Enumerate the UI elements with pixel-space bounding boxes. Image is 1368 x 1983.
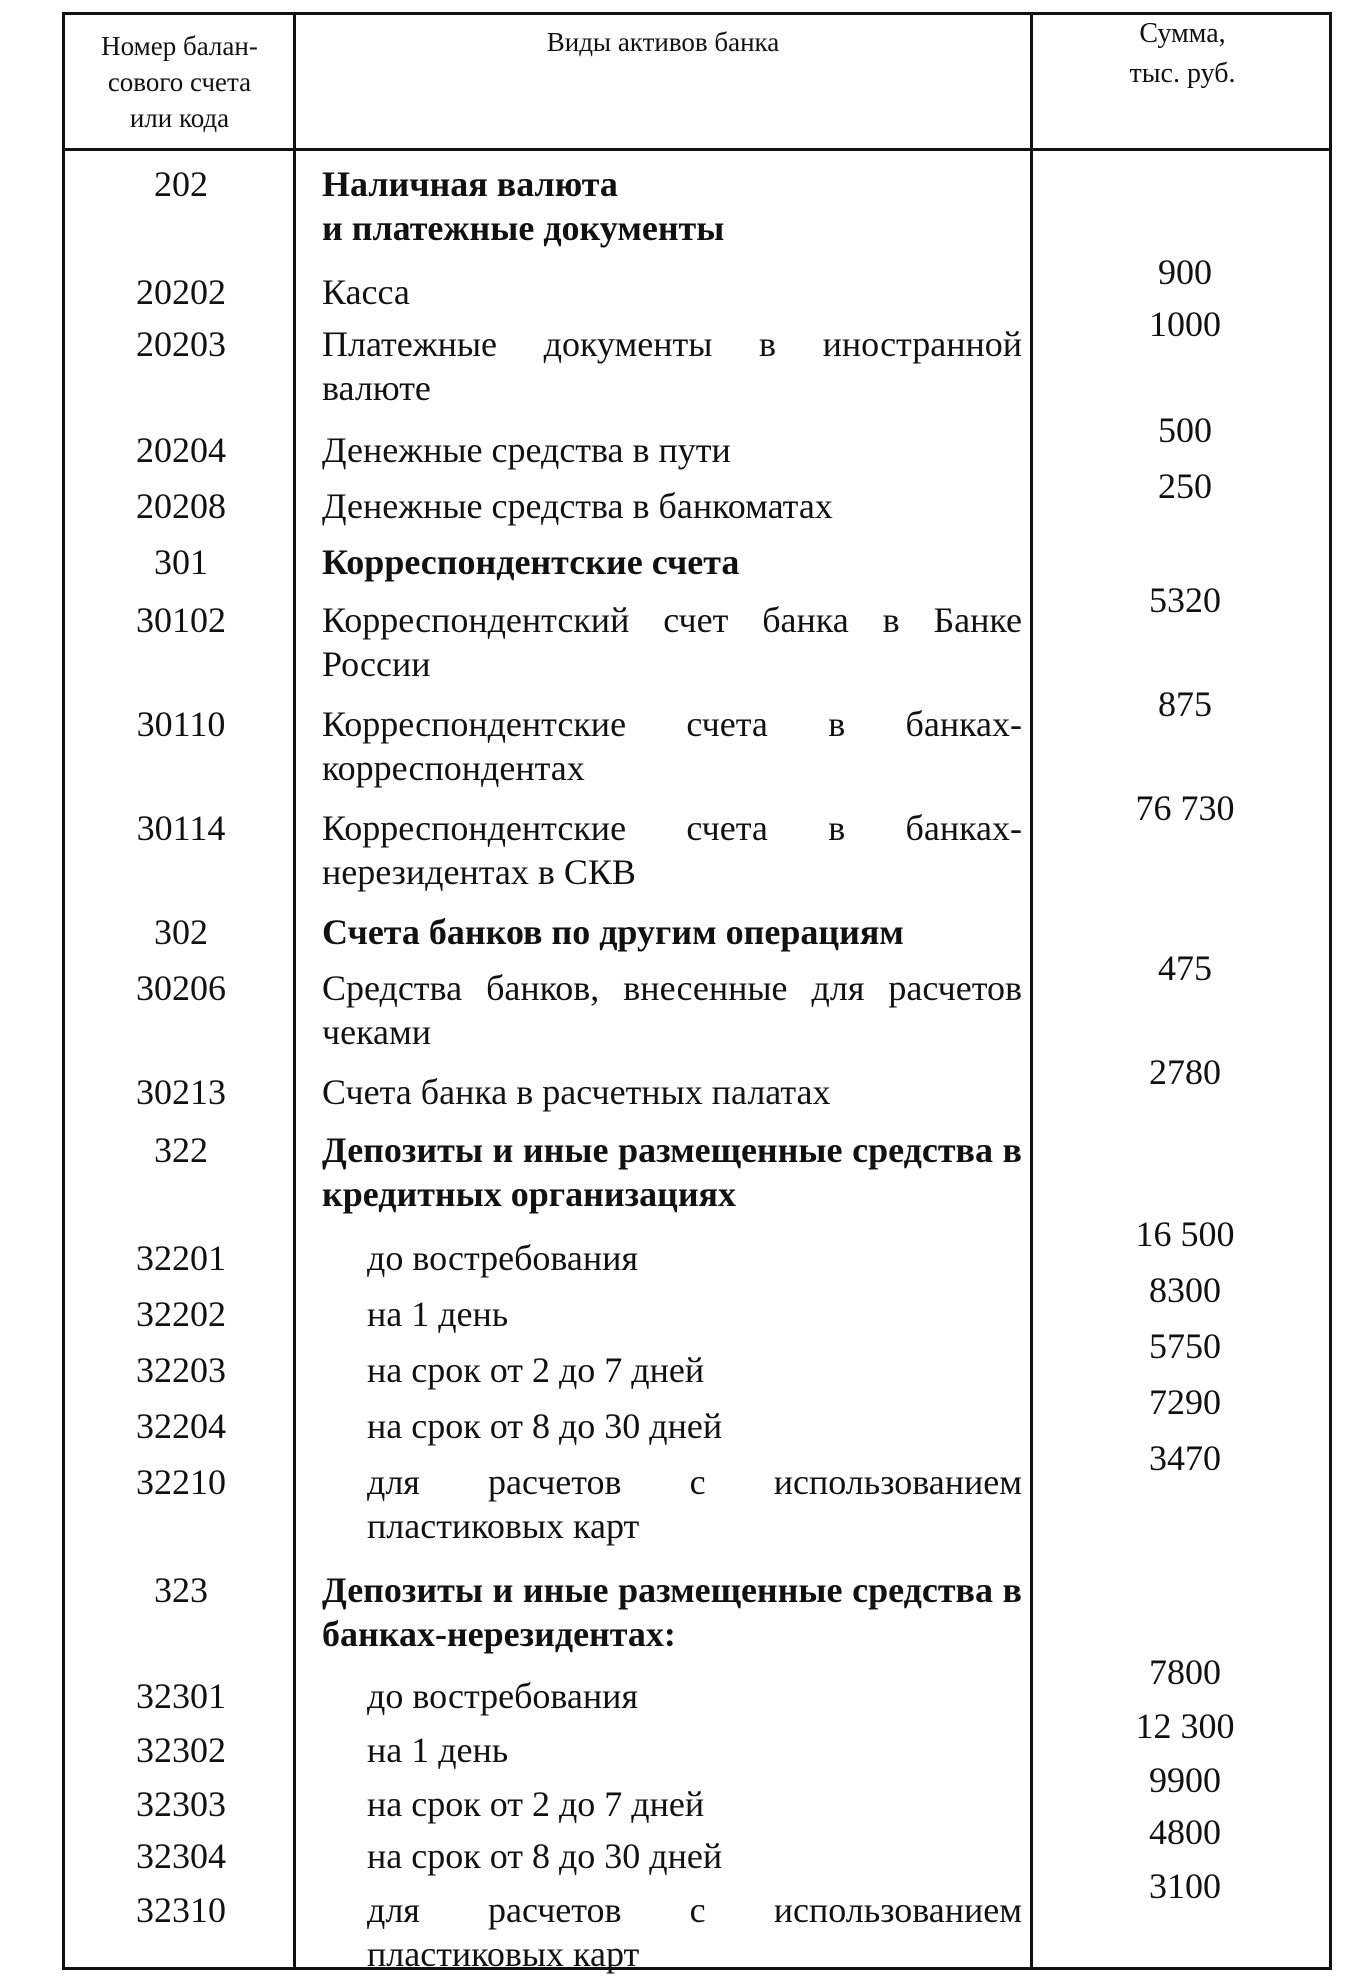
account-code: 20204 [136, 430, 226, 470]
account-code: 32301 [136, 1676, 226, 1716]
asset-description: Средства банков, внесенные для расчетов чеками [322, 968, 1022, 1052]
account-code: 30206 [136, 968, 226, 1008]
amount-value: 5320 [1149, 580, 1221, 620]
asset-description: до востребования [367, 1676, 639, 1716]
amount-value: 2780 [1149, 1052, 1221, 1092]
asset-description: Корреспондентский счет банка в Банке России [322, 600, 1022, 684]
header-divider [62, 148, 1332, 151]
section-heading: Наличная валюта и платежные документы [322, 164, 725, 248]
section-heading: Счета банков по другим операциям [322, 912, 904, 952]
asset-description: Счета банка в расчетных палатах [322, 1072, 831, 1112]
account-code: 30102 [136, 600, 226, 640]
column-divider-2 [1030, 12, 1033, 1970]
asset-description: Платежные документы в иностранной валюте [322, 324, 1022, 408]
account-code: 32304 [136, 1836, 226, 1876]
amount-value: 500 [1158, 410, 1212, 450]
amount-value: 12 300 [1135, 1706, 1235, 1746]
asset-description: для расчетов с использованием пластиковых карт [367, 1462, 1022, 1546]
section-heading: Корреспондентские счета [322, 542, 740, 582]
account-code: 32201 [136, 1238, 226, 1278]
section-heading: Депозиты и иные размещенные средства в кредитных организациях [322, 1130, 1022, 1214]
amount-value: 1000 [1149, 304, 1221, 344]
amount-value: 475 [1158, 948, 1212, 988]
account-code: 30114 [136, 808, 226, 848]
asset-description: Денежные средства в банкоматах [322, 486, 833, 526]
section-heading: Депозиты и иные размещенные средства в банках-нерезидентах: [322, 1570, 1022, 1654]
amount-value: 250 [1158, 466, 1212, 506]
account-code: 322 [154, 1130, 208, 1170]
account-code: 302 [154, 912, 208, 952]
amount-value: 5750 [1149, 1326, 1221, 1366]
amount-value: 7800 [1149, 1652, 1221, 1692]
amount-value: 3100 [1149, 1866, 1221, 1906]
account-code: 20202 [136, 272, 226, 312]
header-account-number: Номер балан- сового счета или кода [101, 31, 258, 133]
amount-value: 3470 [1149, 1438, 1221, 1478]
amount-value: 9900 [1149, 1760, 1221, 1800]
asset-description: на срок от 2 до 7 дней [367, 1784, 705, 1824]
account-code: 32310 [136, 1890, 226, 1930]
amount-value: 900 [1158, 252, 1212, 292]
asset-description: Корреспондентские счета в банках-корреспондентах [322, 704, 1022, 788]
account-code: 20203 [136, 324, 226, 364]
account-code: 301 [154, 542, 208, 582]
amount-value: 16 500 [1135, 1214, 1235, 1254]
account-code: 202 [154, 164, 208, 204]
amount-value: 76 730 [1135, 788, 1235, 828]
asset-description: на 1 день [367, 1730, 509, 1770]
asset-description: для расчетов с использованием пластиковых карт [367, 1890, 1022, 1974]
asset-description: до востребования [367, 1238, 639, 1278]
account-code: 32202 [136, 1294, 226, 1334]
account-code: 32204 [136, 1406, 226, 1446]
asset-description: Корреспондентские счета в банках-нерезидентах в СКВ [322, 808, 1022, 892]
asset-description: на 1 день [367, 1294, 509, 1334]
asset-description: Касса [322, 272, 410, 312]
account-code: 323 [154, 1570, 208, 1610]
asset-description: на срок от 8 до 30 дней [367, 1836, 723, 1876]
account-code: 32203 [136, 1350, 226, 1390]
asset-description: на срок от 8 до 30 дней [367, 1406, 723, 1446]
header-asset-types: Виды активов банка [546, 27, 780, 57]
account-code: 30110 [136, 704, 226, 744]
asset-description: на срок от 2 до 7 дней [367, 1350, 705, 1390]
asset-description: Денежные средства в пути [322, 430, 731, 470]
amount-value: 7290 [1149, 1382, 1221, 1422]
amount-value: 4800 [1149, 1812, 1221, 1852]
account-code: 30213 [136, 1072, 226, 1112]
account-code: 20208 [136, 486, 226, 526]
account-code: 32302 [136, 1730, 226, 1770]
account-code: 32210 [136, 1462, 226, 1502]
header-amount: Сумма, тыс. руб. [1129, 18, 1236, 89]
amount-value: 875 [1158, 684, 1212, 724]
account-code: 32303 [136, 1784, 226, 1824]
amount-value: 8300 [1149, 1270, 1221, 1310]
